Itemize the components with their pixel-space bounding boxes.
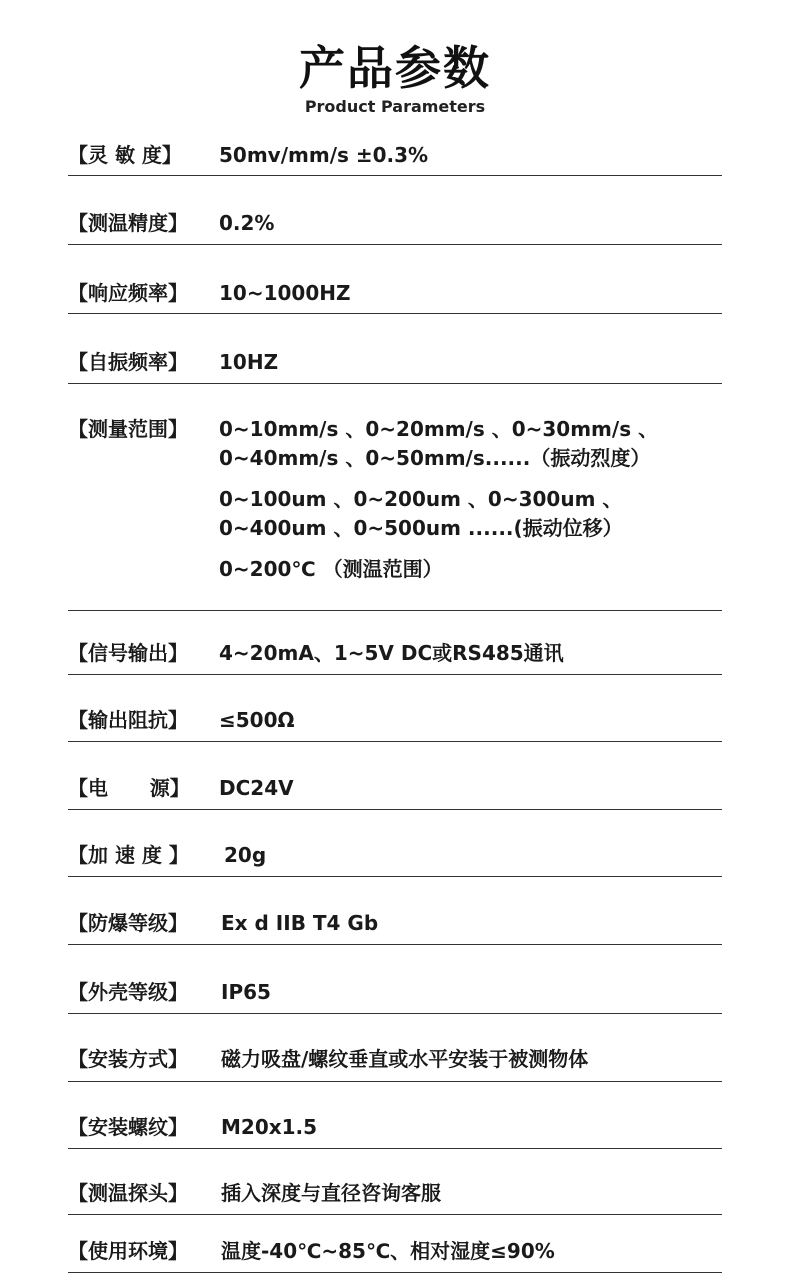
- param-value: 20g: [224, 843, 267, 867]
- param-value: 4~20mA、1~5V DC或RS485通讯: [219, 641, 564, 665]
- range-line: 0~40mm/s 、0~50mm/s......（振动烈度）: [219, 446, 651, 470]
- param-value: Ex d IIB T4 Gb: [221, 911, 379, 935]
- param-value: 50mv/mm/s ±0.3%: [219, 143, 429, 167]
- param-value: M20x1.5: [221, 1115, 318, 1139]
- param-label: 【加 速 度 】: [68, 843, 189, 867]
- param-row-power: [68, 774, 722, 810]
- param-value: 插入深度与直径咨询客服: [221, 1181, 441, 1205]
- param-row-temp-accuracy: [68, 209, 722, 245]
- param-row-installation-method: [68, 1045, 722, 1082]
- param-label: 【安装螺纹】: [68, 1115, 188, 1139]
- param-label: 【电 源】: [68, 776, 190, 800]
- param-row-enclosure-rating: [68, 978, 722, 1014]
- param-label: 【测温探头】: [68, 1181, 188, 1205]
- param-value: 10~1000HZ: [219, 281, 351, 305]
- param-label: 【输出阻抗】: [68, 708, 188, 732]
- param-value: 磁力吸盘/螺纹垂直或水平安装于被测物体: [221, 1047, 589, 1071]
- param-value: 0.2%: [219, 211, 275, 235]
- param-row-temp-probe: [68, 1179, 722, 1215]
- param-label: 【自振频率】: [68, 350, 188, 374]
- range-line: 0~100um 、0~200um 、0~300um 、: [219, 487, 623, 511]
- param-label: 【外壳等级】: [68, 980, 188, 1004]
- param-row-mounting-thread: [68, 1113, 722, 1149]
- param-row-explosion-proof: [68, 909, 722, 945]
- param-row-operating-environment: [68, 1237, 722, 1273]
- param-label: 【使用环境】: [68, 1239, 188, 1263]
- param-row-acceleration: [68, 841, 722, 877]
- param-row-measuring-range: [68, 415, 722, 611]
- param-label: 【响应频率】: [68, 281, 188, 305]
- param-row-natural-frequency: [68, 348, 722, 384]
- param-label: 【信号输出】: [68, 641, 188, 665]
- param-label: 【防爆等级】: [68, 911, 188, 935]
- param-value-multiline: [219, 415, 658, 584]
- param-row-sensitivity: [68, 141, 722, 176]
- param-row-response-frequency: [68, 279, 722, 314]
- param-value: ≤500Ω: [219, 708, 295, 732]
- range-line: 0~400um 、0~500um ......(振动位移）: [219, 516, 623, 540]
- param-label: 【测温精度】: [68, 211, 188, 235]
- page-subtitle: Product Parameters: [304, 97, 486, 116]
- param-row-signal-output: [68, 639, 722, 675]
- param-label: 【灵 敏 度】: [68, 143, 182, 167]
- param-value: 温度-40℃~85℃、相对湿度≤90%: [221, 1239, 555, 1263]
- param-value: 10HZ: [219, 350, 279, 374]
- param-label: 【安装方式】: [68, 1047, 188, 1071]
- param-row-output-impedance: [68, 706, 722, 742]
- range-line: 0~10mm/s 、0~20mm/s 、0~30mm/s 、: [219, 417, 659, 441]
- page-title: 产品参数: [299, 41, 491, 95]
- param-value: DC24V: [219, 776, 294, 800]
- range-line: 0~200℃ （测温范围）: [219, 557, 443, 581]
- param-value: IP65: [221, 980, 271, 1004]
- param-label: 【测量范围】: [68, 417, 188, 441]
